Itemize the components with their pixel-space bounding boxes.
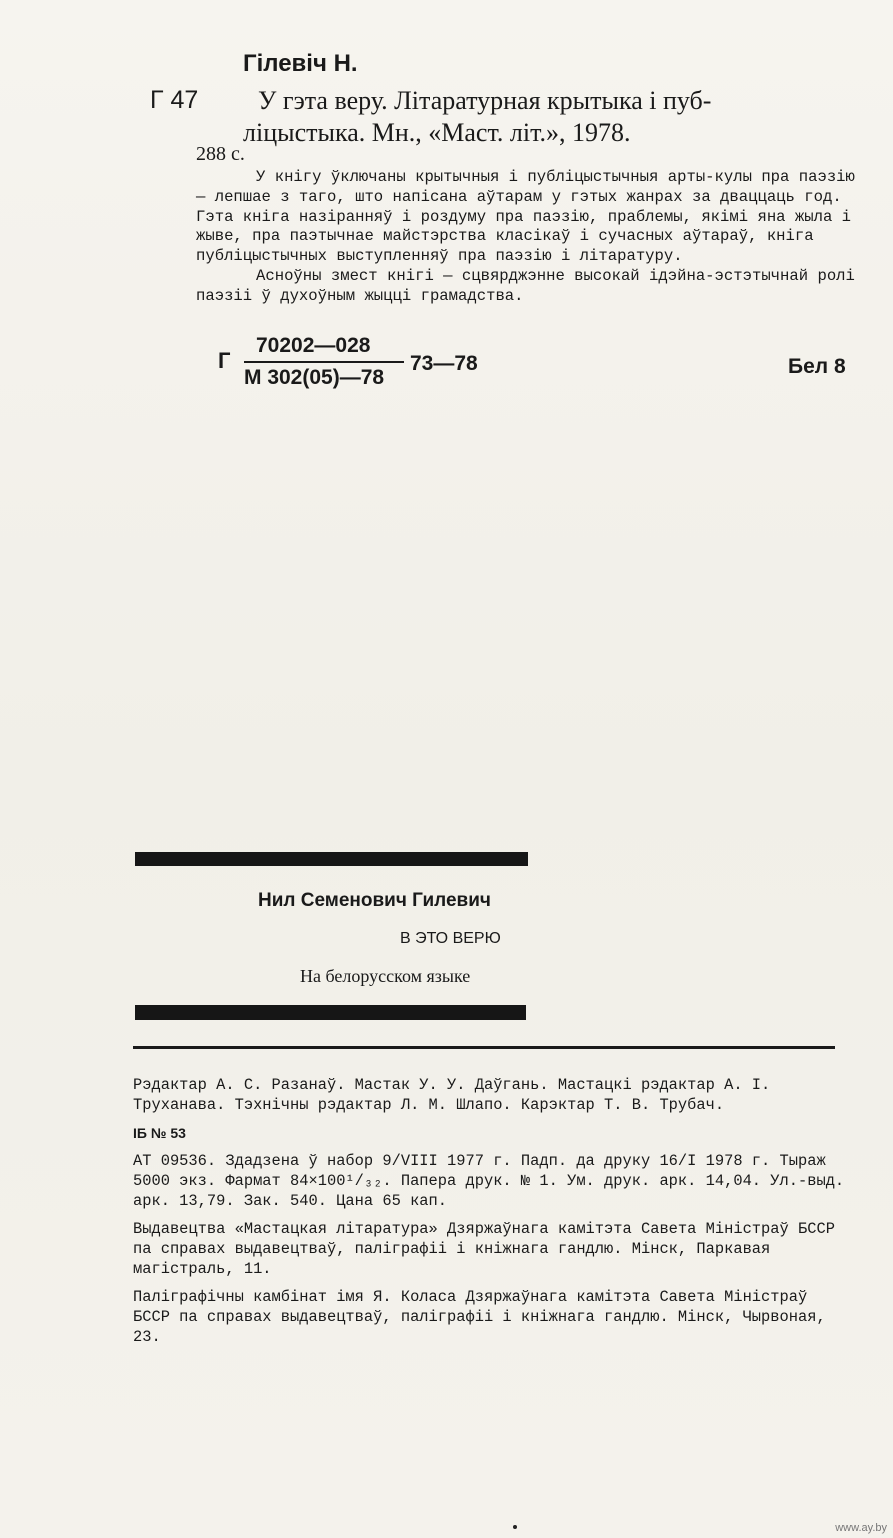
imprint-divider <box>133 1046 835 1049</box>
decorative-bar-bottom <box>135 1005 526 1020</box>
ink-dot <box>513 1525 517 1529</box>
imprint-printer: Паліграфічны камбінат імя Я. Коласа Дзяржаўнага камітэта Савета Міністраў БССР па справах выдавецтваў, паліграфіі і кніжнага гандлю. Мінск, Чырвоная, 23. <box>133 1288 826 1346</box>
russian-title: В ЭТО ВЕРЮ <box>400 930 501 947</box>
card-title-line-2: ліцыстыка. Мн., «Маст. літ.», 1978. <box>243 118 631 147</box>
card-classification-code: Г 47 <box>150 86 199 114</box>
imprint-publisher: Выдавецтва «Мастацкая літаратура» Дзяржаўнага камітэта Савета Міністраў БССР па справах выдавецтваў, паліграфіі і кніжнага гандлю. Мінск, Паркавая магістраль, 11. <box>133 1220 835 1278</box>
card-annotation <box>196 168 860 307</box>
imprint-specs: АТ 09536. Здадзена ў набор 9/VIII 1977 г. Падп. да друку 16/I 1978 г. Тыраж 5000 экз. Фармат 84×100¹/₃₂. Папера друк. № 1. Ум. друк. арк. 14,04. Ул.-выд. арк. 13,79. Зак. 540. Цана 65 кап. <box>133 1152 845 1210</box>
language-note: На белорусском языке <box>300 966 471 986</box>
annotation-paragraph-1: У кнігу ўключаны крытычныя і публіцыстычныя арты-кулы пра паэзію — лепшае з таго, што напісана аўтарам у гэтых жанрах за дваццаць год. Гэта кніга назіранняў і роздуму пра паэзію, праблемы, якімі яна жыла і жыве, пра паэтычнае майстэрства класікаў і сучасных аўтараў, кніга публіцыстычных выступленняў пра паэзію і літаратуру. <box>196 168 855 266</box>
russian-author: Нил Семенович Гилевич <box>258 890 491 911</box>
imprint-ib-number: ІБ № 53 <box>133 1125 186 1141</box>
card-author: Гілевіч Н. <box>243 50 358 77</box>
site-watermark: www.ay.by <box>835 1522 887 1534</box>
decorative-bar-top <box>135 852 528 866</box>
index-letter: Г <box>218 348 231 373</box>
imprint-editors: Рэдактар А. С. Разанаў. Мастак У. У. Даўгань. Мастацкі рэдактар А. І. Труханава. Тэхнічны рэдактар Л. М. Шлапо. Карэктар Т. В. Трубач. <box>133 1076 771 1114</box>
index-fraction-line <box>244 361 404 363</box>
index-numerator: 70202—028 <box>256 334 371 357</box>
bbk-code: Бел 8 <box>788 355 846 378</box>
card-page-count: 288 с. <box>196 143 245 165</box>
annotation-paragraph-2: Асноўны змест кнігі — сцвярджэнне высокай ідэйна-эстэтычнай ролі паэзіі ў духоўным жыцці грамадства. <box>196 266 855 305</box>
imprint-block <box>133 1075 847 1355</box>
card-title-line-1: У гэта веру. Літаратурная крытыка і пуб- <box>258 86 712 115</box>
index-tail: 73—78 <box>410 352 478 375</box>
index-denominator: М 302(05)—78 <box>244 366 385 389</box>
